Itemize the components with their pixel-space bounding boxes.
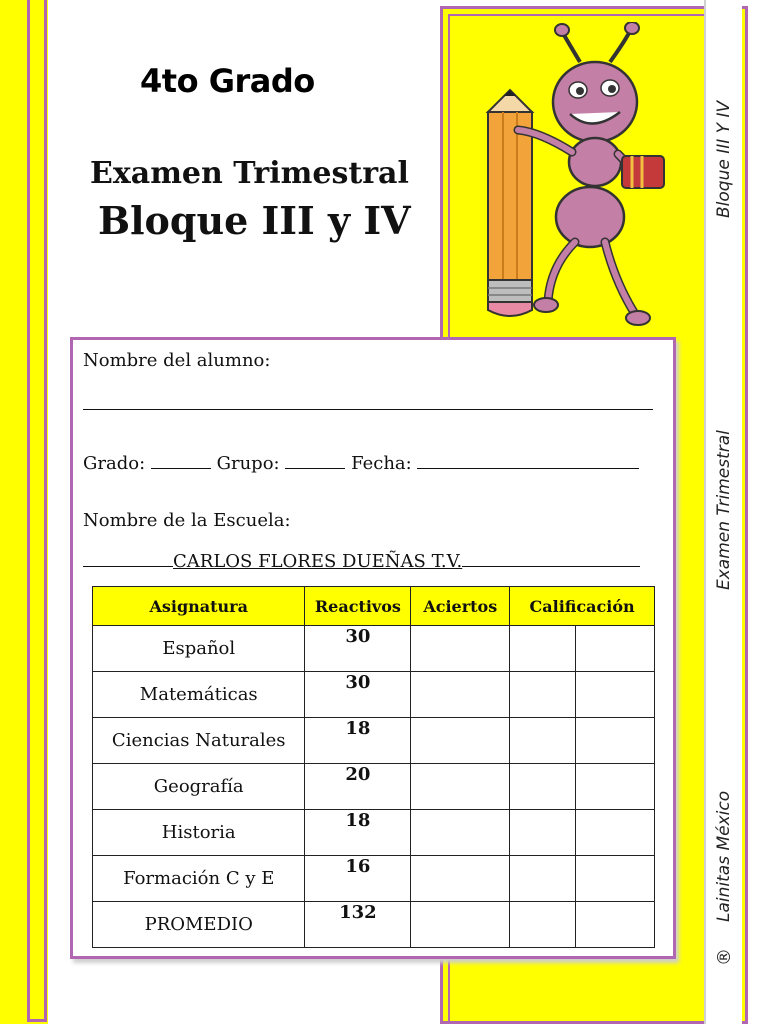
table-row xyxy=(93,764,655,810)
score-cell[interactable] xyxy=(576,672,655,718)
subject-cell: PROMEDIO xyxy=(93,902,305,948)
school-label: Nombre de la Escuela: xyxy=(83,510,291,531)
items-cell: 20 xyxy=(305,764,411,810)
books-icon xyxy=(622,156,664,188)
table-row-average xyxy=(93,902,655,948)
subject-cell: Matemáticas xyxy=(93,672,305,718)
score-cell[interactable] xyxy=(510,764,576,810)
left-bar-border xyxy=(27,0,47,1022)
correct-cell[interactable] xyxy=(411,672,510,718)
block-title: Bloque III y IV xyxy=(98,198,411,243)
exam-title: Examen Trimestral xyxy=(90,156,409,191)
score-cell[interactable] xyxy=(510,856,576,902)
subject-cell: Historia xyxy=(93,810,305,856)
school-name-line xyxy=(83,548,653,572)
student-name-label: Nombre del alumno: xyxy=(83,350,271,371)
score-cell[interactable] xyxy=(576,626,655,672)
score-cell[interactable] xyxy=(510,672,576,718)
school-line-left xyxy=(83,548,173,567)
grade-group-date-row xyxy=(83,450,639,474)
ant-with-pencil-illustration xyxy=(470,22,700,332)
group-line[interactable] xyxy=(285,450,345,469)
header-items: Reactivos xyxy=(305,587,411,626)
correct-cell[interactable] xyxy=(411,718,510,764)
side-label-block: Bloque III Y IV xyxy=(714,100,734,218)
school-name: CARLOS FLORES DUEÑAS T.V. xyxy=(173,551,463,572)
subject-cell: Español xyxy=(93,626,305,672)
group-label: Grupo: xyxy=(216,453,280,474)
grade-line[interactable] xyxy=(151,450,211,469)
score-cell[interactable] xyxy=(576,810,655,856)
school-line-right xyxy=(462,548,640,567)
correct-cell[interactable] xyxy=(411,810,510,856)
table-header-row xyxy=(93,587,655,626)
subject-cell: Ciencias Naturales xyxy=(93,718,305,764)
pencil-icon xyxy=(488,90,532,316)
table-row xyxy=(93,856,655,902)
items-cell: 18 xyxy=(305,810,411,856)
score-cell[interactable] xyxy=(576,764,655,810)
correct-cell[interactable] xyxy=(411,856,510,902)
grade-title: 4to Grado xyxy=(140,62,315,100)
registered-icon: ® xyxy=(714,948,735,966)
table-row xyxy=(93,672,655,718)
subject-cell: Geografía xyxy=(93,764,305,810)
side-label-exam: Examen Trimestral xyxy=(714,430,734,590)
subject-cell: Formación C y E xyxy=(93,856,305,902)
score-cell[interactable] xyxy=(576,856,655,902)
header-subject: Asignatura xyxy=(93,587,305,626)
score-cell[interactable] xyxy=(510,718,576,764)
grades-table xyxy=(92,586,655,948)
score-cell[interactable] xyxy=(510,626,576,672)
table-row xyxy=(93,626,655,672)
items-cell: 30 xyxy=(305,626,411,672)
correct-cell[interactable] xyxy=(411,764,510,810)
date-line[interactable] xyxy=(417,450,639,469)
correct-cell[interactable] xyxy=(411,902,510,948)
items-cell: 132 xyxy=(305,902,411,948)
student-name-line[interactable] xyxy=(83,409,653,410)
header-correct: Aciertos xyxy=(411,587,510,626)
score-cell[interactable] xyxy=(576,718,655,764)
grade-label: Grado: xyxy=(83,453,146,474)
date-label: Fecha: xyxy=(351,453,412,474)
items-cell: 18 xyxy=(305,718,411,764)
items-cell: 30 xyxy=(305,672,411,718)
side-label-publisher: Lainitas México xyxy=(714,790,734,922)
items-cell: 16 xyxy=(305,856,411,902)
table-row xyxy=(93,718,655,764)
correct-cell[interactable] xyxy=(411,626,510,672)
score-cell[interactable] xyxy=(510,902,576,948)
score-cell[interactable] xyxy=(576,902,655,948)
table-row xyxy=(93,810,655,856)
score-cell[interactable] xyxy=(510,810,576,856)
header-score: Calificación xyxy=(510,587,655,626)
